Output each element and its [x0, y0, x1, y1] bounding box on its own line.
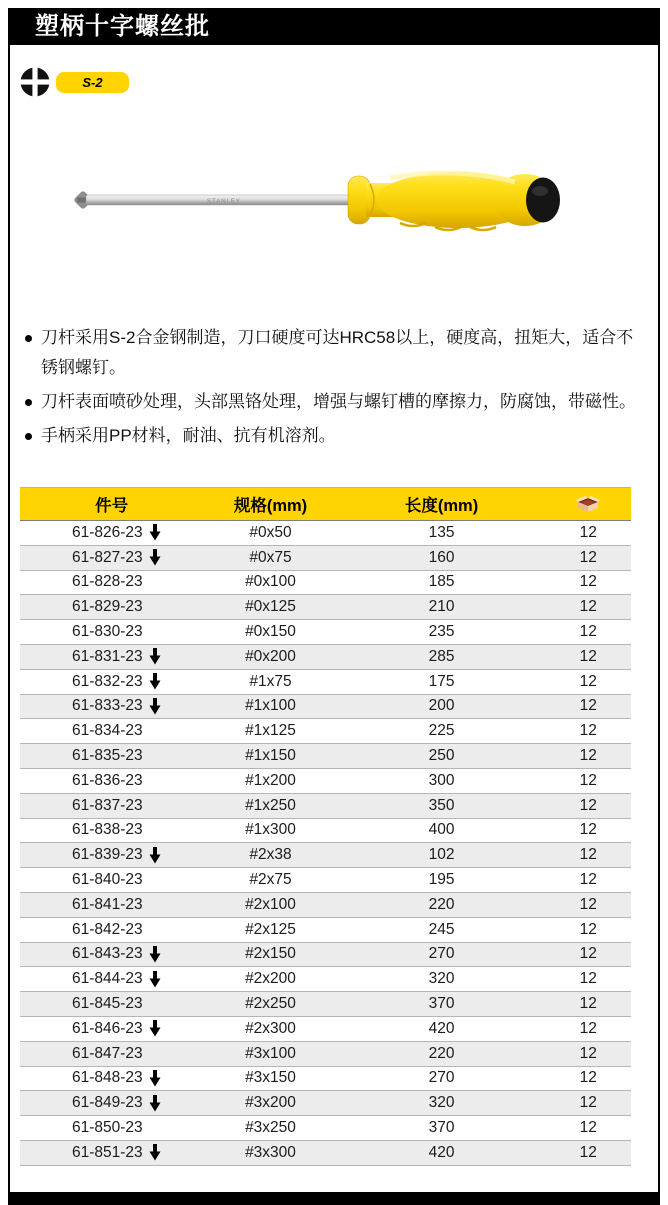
part-number: 61-839-23: [72, 846, 143, 864]
qty-cell: 12: [579, 747, 597, 765]
screwdriver-handle: [348, 172, 557, 230]
qty-cell: 12: [579, 573, 597, 591]
table-row: [20, 967, 631, 992]
length-cell: 185: [428, 573, 455, 591]
part-number: 61-847-23: [72, 1044, 143, 1062]
col-header-pack: [545, 488, 631, 520]
spec-cell: #3x250: [245, 1119, 296, 1137]
length-cell: 400: [428, 821, 455, 839]
qty-cell: 12: [579, 796, 597, 814]
qty-cell: 12: [579, 523, 597, 541]
table-row: [20, 943, 631, 968]
length-cell: 210: [428, 598, 455, 616]
qty-cell: 12: [579, 647, 597, 665]
steel-grade-badge: [56, 72, 129, 93]
part-number: 61-834-23: [72, 722, 143, 740]
length-cell: 320: [428, 970, 455, 988]
spec-cell: #0x125: [245, 598, 296, 616]
part-number: 61-849-23: [72, 1094, 143, 1112]
length-cell: 160: [428, 548, 455, 566]
spec-cell: #0x50: [249, 523, 292, 541]
spec-cell: #1x250: [245, 796, 296, 814]
phillips-cross-icon: [20, 67, 50, 97]
qty-cell: 12: [579, 920, 597, 938]
feature-item: 刀杆表面喷砂处理，头部黑铬处理，增强与螺钉槽的摩擦力，防腐蚀，带磁性。: [24, 387, 646, 417]
carton-box-icon: [576, 495, 600, 513]
table-row: [20, 695, 631, 720]
handle-end-cap: [526, 178, 560, 223]
part-number: 61-833-23: [72, 697, 143, 715]
feature-item: 手柄采用PP材料，耐油、抗有机溶剂。: [24, 421, 646, 451]
down-arrow-icon: [149, 1020, 161, 1037]
part-number: 61-851-23: [72, 1143, 143, 1161]
qty-cell: 12: [579, 995, 597, 1013]
spec-cell: #2x250: [245, 995, 296, 1013]
qty-cell: 12: [579, 771, 597, 789]
spec-cell: #2x38: [249, 846, 292, 864]
down-arrow-icon: [149, 1095, 161, 1112]
table-row: [20, 1141, 631, 1166]
spec-cell: #1x100: [245, 697, 296, 715]
table-row: [20, 1042, 631, 1067]
spec-cell: #2x200: [245, 970, 296, 988]
part-number: 61-845-23: [72, 995, 143, 1013]
feature-item: 刀杆采用S-2合金钢制造，刀口硬度可达HRC58以上，硬度高，扭矩大，适合不锈钢螺钉。: [24, 323, 646, 383]
qty-cell: 12: [579, 895, 597, 913]
table-row: [20, 645, 631, 670]
table-row: [20, 546, 631, 571]
part-number: 61-831-23: [72, 647, 143, 665]
part-number: 61-837-23: [72, 796, 143, 814]
down-arrow-icon: [149, 847, 161, 864]
part-number: 61-827-23: [72, 548, 143, 566]
qty-cell: 12: [579, 1143, 597, 1161]
page-title-text: 塑柄十字螺丝批: [35, 13, 210, 40]
spec-cell: #2x300: [245, 1019, 296, 1037]
col-header-part: 件号: [95, 497, 129, 515]
down-arrow-icon: [149, 673, 161, 690]
spec-cell: #1x200: [245, 771, 296, 789]
table-row: [20, 843, 631, 868]
part-number: 61-835-23: [72, 747, 143, 765]
part-number: 61-838-23: [72, 821, 143, 839]
shaft-brand-text: STANLEY: [207, 198, 241, 205]
spec-cell: #3x300: [245, 1143, 296, 1161]
col-header-spec: 规格(mm): [233, 497, 308, 515]
down-arrow-icon: [149, 698, 161, 715]
page-title: [10, 8, 658, 45]
table-row: [20, 719, 631, 744]
part-number: 61-832-23: [72, 672, 143, 690]
steel-grade-label: S-2: [82, 75, 103, 90]
length-cell: 220: [428, 895, 455, 913]
part-number: 61-828-23: [72, 573, 143, 591]
spec-cell: #3x200: [245, 1094, 296, 1112]
part-number: 61-829-23: [72, 598, 143, 616]
down-arrow-icon: [149, 1144, 161, 1161]
part-number: 61-843-23: [72, 945, 143, 963]
spec-cell: #2x100: [245, 895, 296, 913]
down-arrow-icon: [149, 971, 161, 988]
length-cell: 270: [428, 1069, 455, 1087]
length-cell: 420: [428, 1143, 455, 1161]
table-row: [20, 620, 631, 645]
length-cell: 300: [428, 771, 455, 789]
table-row: [20, 1067, 631, 1092]
table-row: [20, 521, 631, 546]
qty-cell: 12: [579, 1119, 597, 1137]
table-row: [20, 1017, 631, 1042]
qty-cell: 12: [579, 1044, 597, 1062]
length-cell: 270: [428, 945, 455, 963]
qty-cell: 12: [579, 1019, 597, 1037]
down-arrow-icon: [149, 648, 161, 665]
table-row: [20, 595, 631, 620]
qty-cell: 12: [579, 1069, 597, 1087]
table-row: [20, 992, 631, 1017]
feature-list: [24, 323, 646, 455]
content-frame: [8, 8, 660, 1205]
length-cell: 350: [428, 796, 455, 814]
length-cell: 175: [428, 672, 455, 690]
down-arrow-icon: [149, 549, 161, 566]
down-arrow-icon: [149, 524, 161, 541]
qty-cell: 12: [579, 623, 597, 641]
qty-cell: 12: [579, 846, 597, 864]
qty-cell: 12: [579, 672, 597, 690]
spec-table: [20, 487, 631, 1166]
table-body: [20, 521, 631, 1166]
table-row: [20, 819, 631, 844]
spec-cell: #3x100: [245, 1044, 296, 1062]
spec-cell: #1x75: [249, 672, 292, 690]
qty-cell: 12: [579, 697, 597, 715]
table-row: [20, 918, 631, 943]
spec-cell: #1x125: [245, 722, 296, 740]
length-cell: 285: [428, 647, 455, 665]
length-cell: 200: [428, 697, 455, 715]
part-number: 61-830-23: [72, 623, 143, 641]
qty-cell: 12: [579, 871, 597, 889]
part-number: 61-840-23: [72, 871, 143, 889]
qty-cell: 12: [579, 1094, 597, 1112]
length-cell: 420: [428, 1019, 455, 1037]
spec-cell: #2x150: [245, 945, 296, 963]
spec-cell: #2x75: [249, 871, 292, 889]
qty-cell: 12: [579, 821, 597, 839]
length-cell: 225: [428, 722, 455, 740]
table-row: [20, 1116, 631, 1141]
qty-cell: 12: [579, 548, 597, 566]
table-row: [20, 744, 631, 769]
table-header: [20, 488, 631, 521]
spec-cell: #0x150: [245, 623, 296, 641]
length-cell: 135: [428, 523, 455, 541]
table-row: [20, 794, 631, 819]
part-number: 61-826-23: [72, 523, 143, 541]
part-number: 61-841-23: [72, 895, 143, 913]
table-row: [20, 769, 631, 794]
table-row: [20, 1091, 631, 1116]
spec-cell: #0x75: [249, 548, 292, 566]
length-cell: 102: [428, 846, 455, 864]
length-cell: 370: [428, 995, 455, 1013]
spec-cell: #1x150: [245, 747, 296, 765]
part-number: 61-848-23: [72, 1069, 143, 1087]
length-cell: 235: [428, 623, 455, 641]
spec-cell: #0x200: [245, 647, 296, 665]
part-number: 61-846-23: [72, 1019, 143, 1037]
part-number: 61-850-23: [72, 1119, 143, 1137]
spec-cell: #2x125: [245, 920, 296, 938]
table-row: [20, 893, 631, 918]
part-number: 61-842-23: [72, 920, 143, 938]
down-arrow-icon: [149, 946, 161, 963]
length-cell: 250: [428, 747, 455, 765]
length-cell: 245: [428, 920, 455, 938]
length-cell: 195: [428, 871, 455, 889]
spec-cell: #1x300: [245, 821, 296, 839]
length-cell: 320: [428, 1094, 455, 1112]
qty-cell: 12: [579, 970, 597, 988]
length-cell: 370: [428, 1119, 455, 1137]
qty-cell: 12: [579, 598, 597, 616]
down-arrow-icon: [149, 1070, 161, 1087]
part-number: 61-836-23: [72, 771, 143, 789]
spec-cell: #0x100: [245, 573, 296, 591]
length-cell: 220: [428, 1044, 455, 1062]
qty-cell: 12: [579, 722, 597, 740]
col-header-length: 长度(mm): [404, 497, 479, 515]
spec-cell: #3x150: [245, 1069, 296, 1087]
product-image: [70, 150, 570, 260]
table-row: [20, 868, 631, 893]
qty-cell: 12: [579, 945, 597, 963]
table-row: [20, 670, 631, 695]
table-row: [20, 571, 631, 596]
part-number: 61-844-23: [72, 970, 143, 988]
